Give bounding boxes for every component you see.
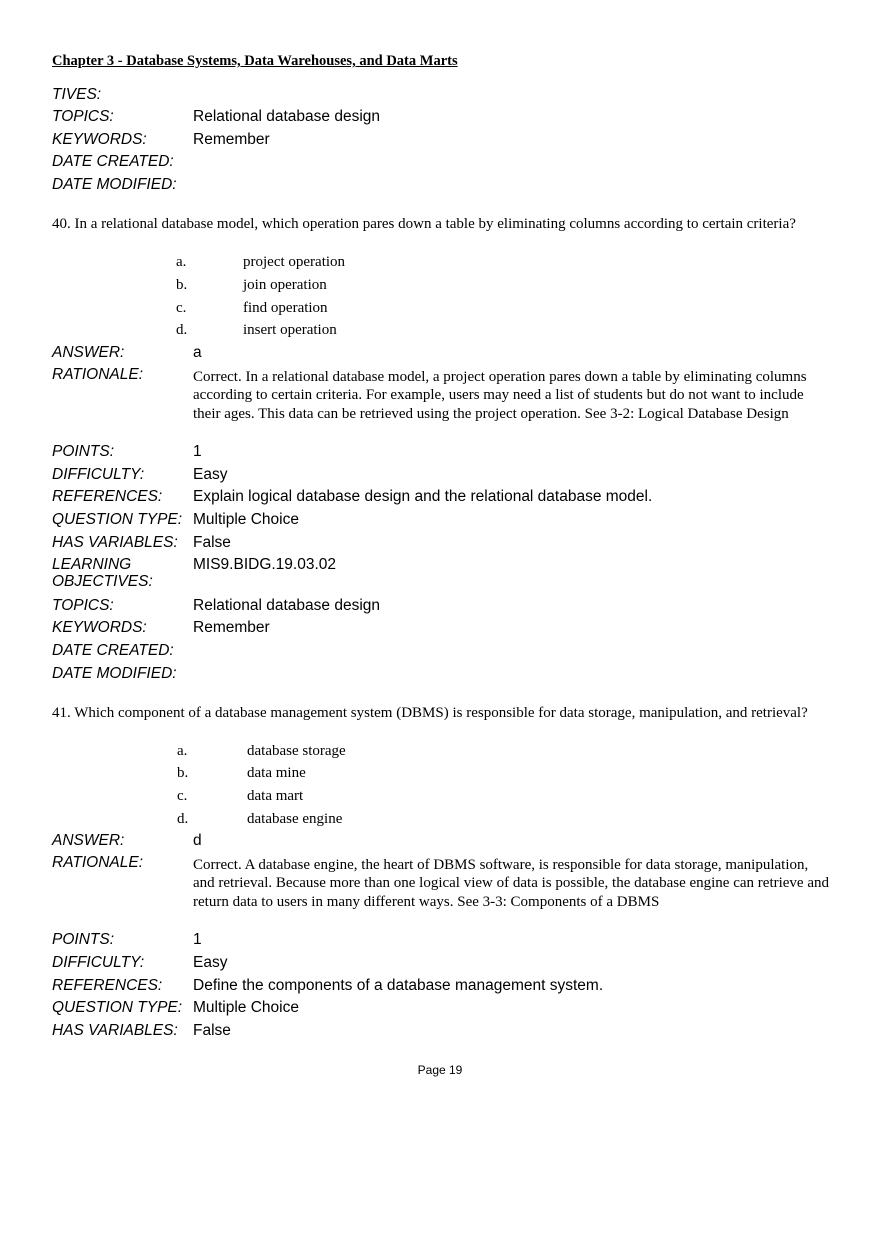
difficulty-value: Easy [193,954,228,971]
topics-value: Relational database design [193,108,380,125]
question-type-label: QUESTION TYPE: [52,511,183,528]
tives-label: TIVES: [52,86,102,103]
rationale-label: RATIONALE: [52,366,144,383]
rationale-label: RATIONALE: [52,854,144,871]
option-text: insert operation [243,322,337,338]
option-text: data mine [247,765,306,781]
option-text: join operation [243,277,327,293]
difficulty-label: DIFFICULTY: [52,954,145,971]
has-variables-value: False [193,1022,231,1039]
question-type-value: Multiple Choice [193,511,299,528]
topics-label: TOPICS: [52,108,114,125]
keywords-label: KEYWORDS: [52,131,147,148]
references-value: Explain logical database design and the relational database model. [193,488,653,505]
keywords-value: Remember [193,131,270,148]
page-number: Page 19 [417,1063,463,1077]
keywords-value: Remember [193,619,270,636]
points-value: 1 [193,931,202,948]
date-created-label: DATE CREATED: [52,153,174,170]
difficulty-value: Easy [193,466,228,483]
option-letter: b. [177,765,189,781]
has-variables-label: HAS VARIABLES: [52,534,178,551]
references-value: Define the components of a database management system. [193,977,604,994]
keywords-label: KEYWORDS: [52,619,147,636]
question-type-value: Multiple Choice [193,999,299,1016]
answer-value: d [193,832,202,849]
rationale-text: Correct. A database engine, the heart of DBMS software, is responsible for data storage, manipulation, and retrieval. Because more than one logical view of data is possible, the database engine can retrieve and return data to users in many different ways. See 3-3: Components of a DBMS [193,857,829,910]
option-text: data mart [247,788,304,804]
option-letter: a. [177,743,188,759]
option-letter: d. [176,322,188,338]
topics-value: Relational database design [193,597,380,614]
date-created-label: DATE CREATED: [52,642,174,659]
option-letter: d. [177,811,189,827]
references-label: REFERENCES: [52,977,163,994]
option-text: project operation [243,254,346,270]
learning-objectives-value: MIS9.BIDG.19.03.02 [193,556,337,573]
topics-label: TOPICS: [52,597,114,614]
references-label: REFERENCES: [52,488,163,505]
question-text: 40. In a relational database model, which operation pares down a table by eliminating columns according to certain criteria? [52,216,796,232]
rationale-text: Correct. In a relational database model, a project operation pares down a table by eliminating columns according to certain criteria. For example, users may need a list of students but do not want to include their ages. This data can be retrieved using the project operation. See 3-2: Logical Database Design [193,369,807,422]
learning-objectives-label: LEARNING OBJECTIVES: [52,556,153,590]
answer-label: ANSWER: [52,832,125,849]
points-label: POINTS: [52,931,115,948]
chapter-heading: Chapter 3 - Database Systems, Data Warehouses, and Data Marts [52,53,458,69]
answer-value: a [193,344,202,361]
option-letter: c. [177,788,188,804]
option-text: database engine [247,811,343,827]
option-letter: a. [176,254,187,270]
option-text: database storage [247,743,346,759]
answer-label: ANSWER: [52,344,125,361]
has-variables-value: False [193,534,231,551]
option-text: find operation [243,300,328,316]
question-type-label: QUESTION TYPE: [52,999,183,1016]
date-modified-label: DATE MODIFIED: [52,176,177,193]
option-letter: b. [176,277,188,293]
difficulty-label: DIFFICULTY: [52,466,145,483]
question-text: 41. Which component of a database management system (DBMS) is responsible for data storage, manipulation, and retrieval? [52,705,808,721]
has-variables-label: HAS VARIABLES: [52,1022,178,1039]
points-label: POINTS: [52,443,115,460]
date-modified-label: DATE MODIFIED: [52,665,177,682]
option-letter: c. [176,300,187,316]
points-value: 1 [193,443,202,460]
